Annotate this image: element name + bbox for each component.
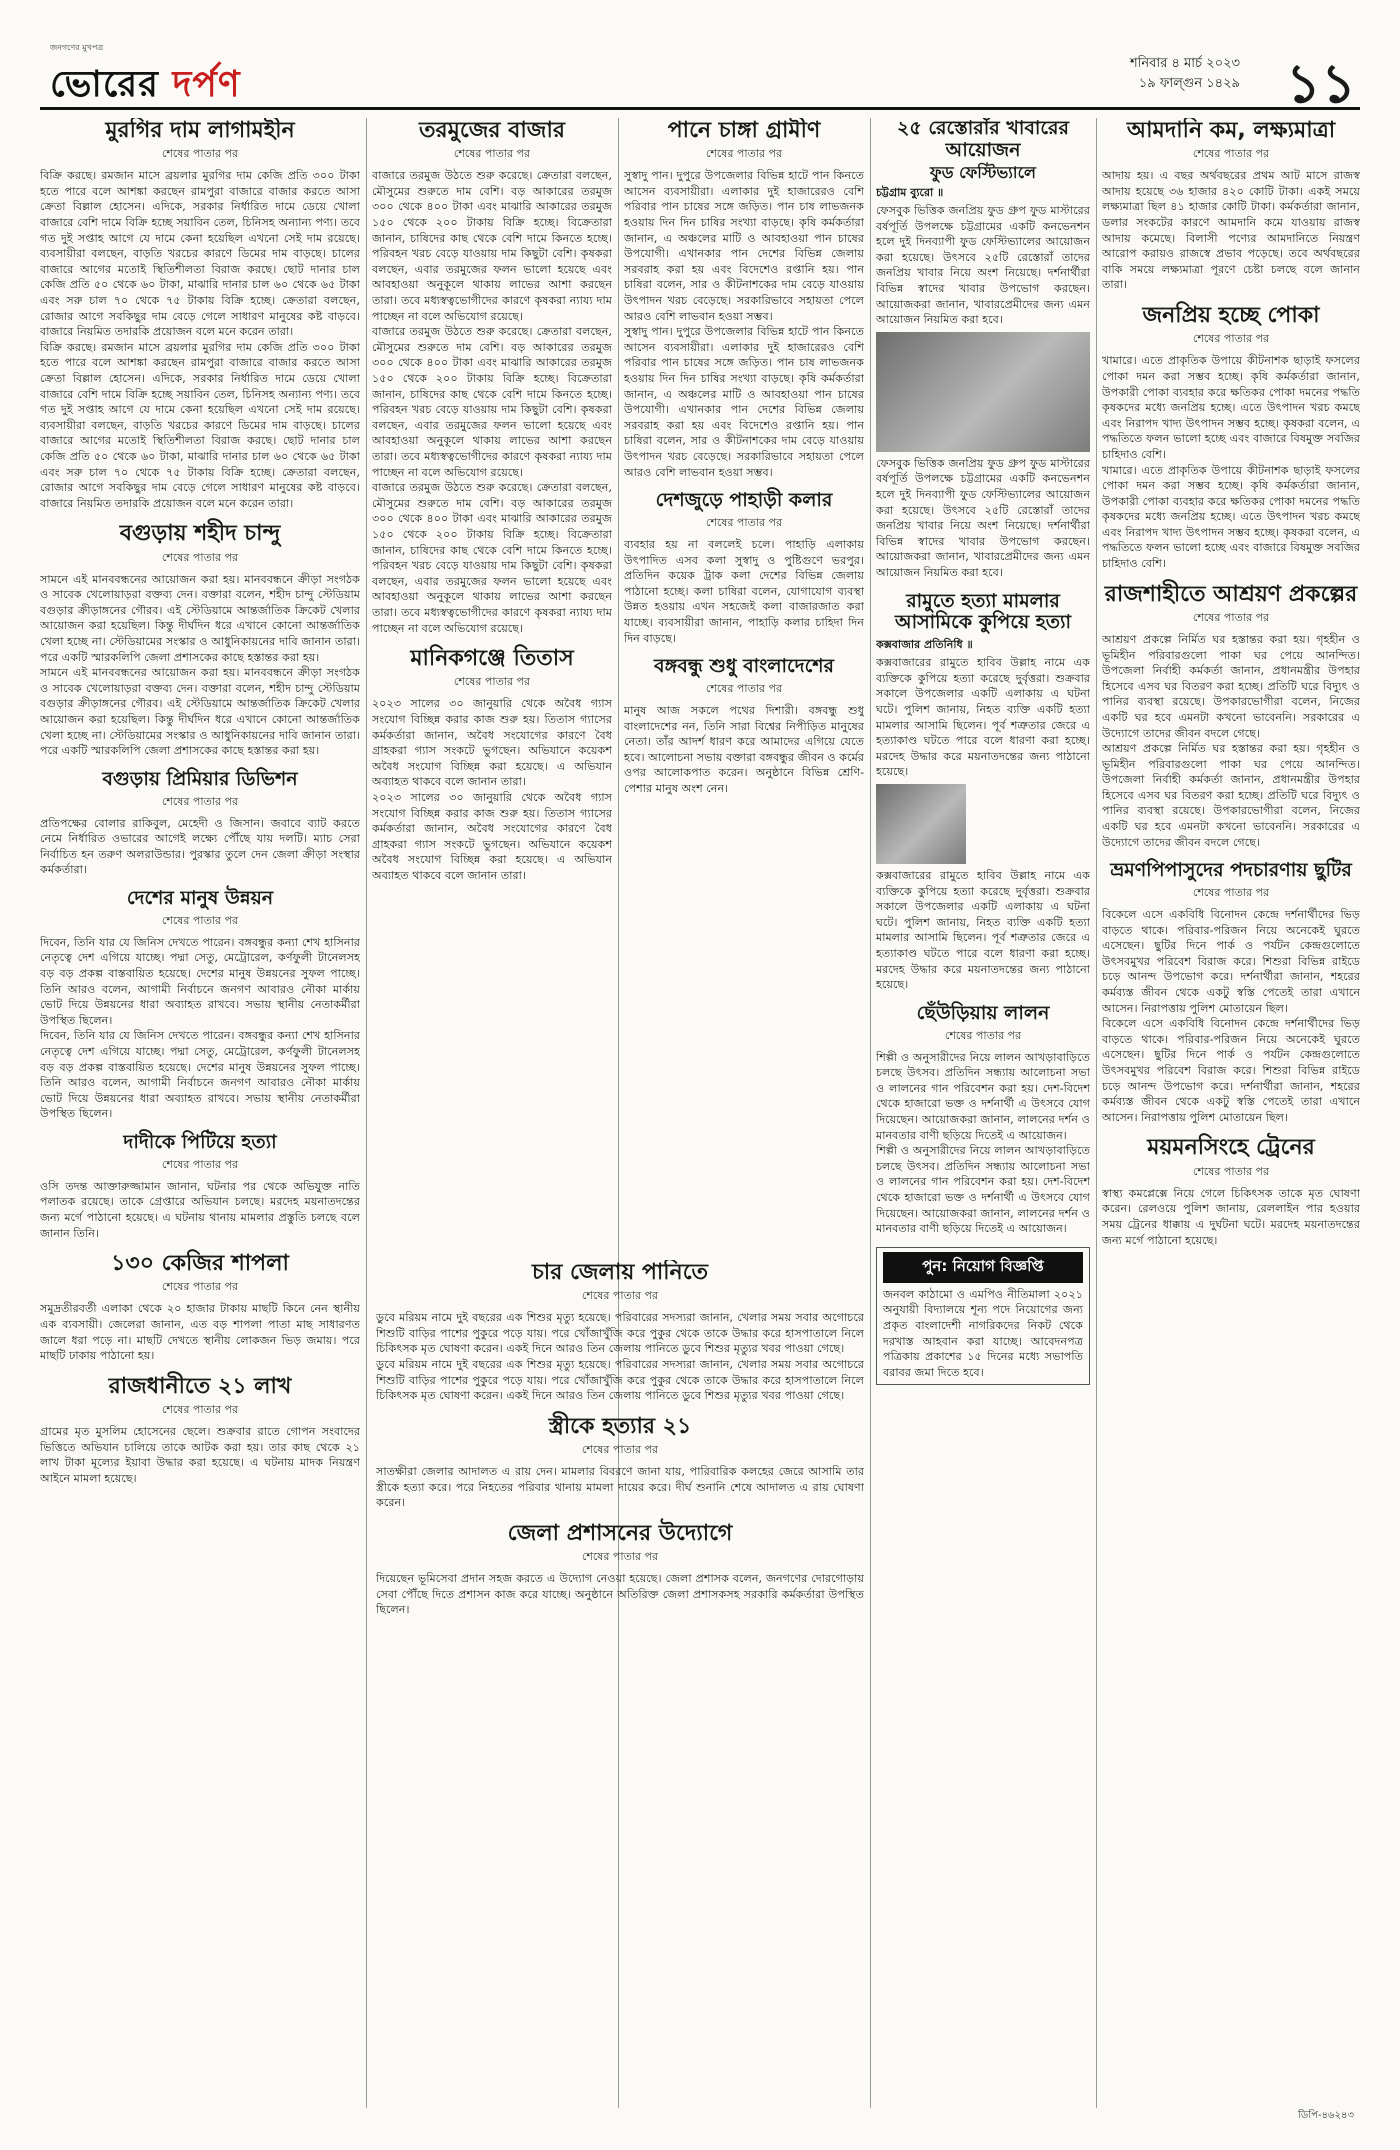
story-premier <box>40 769 360 878</box>
story-body: সামনে এই মানববন্ধনের আয়োজন করা হয়। মানববন্ধনে ক্রীড়া সংগঠক ও সাবেক খেলোয়াড়রা বক্তব্য দেন। বক্তারা বলেন, শহীদ চান্দু স্টেডিয়াম বগুড়ার ক্রীড়াঙ্গনের গৌরব। এই স্টেডিয়ামে আন্তর্জাতিক ক্রিকেট খেলার আয়োজন করা হয়েছিল। কিন্তু দীর্ঘদিন ধরে এখানে কোনো আন্তর্জাতিক খেলা হচ্ছে না। স্টেডিয়ামের সংস্কার ও আধুনিকায়নের দাবি জানান তারা। পরে একটি স্মারকলিপি জেলা প্রশাসকের কাছে হস্তান্তর করা হয়। <box>40 666 360 758</box>
story-body: ২০২৩ সালের ৩০ জানুয়ারি থেকে অবৈধ গ্যাস সংযোগ বিচ্ছিন্ন করার কাজ শুরু হয়। তিতাস গ্যাসের কর্মকর্তারা জানান, অবৈধ সংযোগের কারণে বৈধ গ্রাহকরা গ্যাস সংকটে ভুগছেন। অভিযানে কয়েকশ অবৈধ সংযোগ বিচ্ছিন্ন করা হয়েছে। এ অভিযান অব্যাহত থাকবে বলে জানান তারা। <box>372 697 612 789</box>
continued-label: শেষের পাতার পর <box>161 1280 239 1294</box>
story-pan <box>624 118 864 480</box>
date-gregorian: শনিবার ৪ মার্চ ২০২৩ <box>1130 56 1240 71</box>
continued-label: শেষের পাতার পর <box>161 1157 239 1171</box>
story-body: সাতক্ষীরা জেলার আদালত এ রায় দেন। মামলার বিবরণে জানা যায়, পারিবারিক কলহের জেরে আসামি তার স্ত্রীকে হত্যা করে। পরে নিহতের পরিবার থানায় মামলা দায়ের করে। দীর্ঘ শুনানি শেষে আদালত এ রায় ঘোষণা করেন। <box>376 1465 864 1510</box>
continued-label: শেষের পাতার পর <box>1192 886 1270 900</box>
story-rajdhani <box>40 1374 360 1487</box>
story-manikganj <box>372 646 612 883</box>
story-body: সুস্বাদু পান। দুপুরে উপজেলার বিভিন্ন হাটে পান কিনতে আসেন ব্যবসায়ীরা। এলাকার দুই হাজারেরও বেশি পরিবার পান চাষের সঙ্গে জড়িত। পান চাষ লাভজনক হওয়ায় দিন দিন চাষির সংখ্যা বাড়ছে। কৃষি কর্মকর্তারা জানান, এ অঞ্চলের মাটি ও আবহাওয়া পান চাষের উপযোগী। এখানকার পান দেশের বিভিন্ন জেলায় সরবরাহ করা হয় এবং বিদেশেও রপ্তানি হয়। পান চাষিরা বলেন, সার ও কীটনাশকের দাম বেড়ে যাওয়ায় উৎপাদন খরচ বেড়েছে। সরকারিভাবে সহায়তা পেলে আরও বেশি লাভবান হওয়া সম্ভব। <box>624 325 864 479</box>
headline: ভ্রমণপিপাসুদের পদচারণায় ছুটির <box>1110 859 1352 882</box>
headline: মুরগির দাম লাগামহীন <box>105 118 295 143</box>
story-body: ব্যবহার হয় না বললেই চলে। পাহাড়ি এলাকায় উৎপাদিত এসব কলা সুস্বাদু ও পুষ্টিগুণে ভরপুর। প্রতিদিন কয়েক ট্রাক কলা দেশের বিভিন্ন জেলায় পাঠানো হচ্ছে। কলা চাষিরা বলেন, যোগাযোগ ব্যবস্থা উন্নত হওয়ায় এখন সহজেই কলা বাজারজাত করা যাচ্ছে। ব্যবসায়ীরা জানান, পাহাড়ি কলার চাহিদা দিন দিন বাড়ছে। <box>624 538 864 645</box>
date-bangla: ১৯ ফাল্গুন ১৪২৯ <box>1138 76 1240 91</box>
story-body: আদায় হয়। এ বছর অর্থবছরের প্রথম আট মাসে রাজস্ব আদায় হয়েছে ৩৬ হাজার ৪২০ কোটি টাকা। একই সময়ে লক্ষ্যমাত্রা ছিল ৪১ হাজার কোটি টাকা। কর্মকর্তারা জানান, ডলার সংকটের কারণে আমদানি কমে যাওয়ায় রাজস্ব আদায় কমেছে। বিলাসী পণ্যের আমদানিতে নিয়ন্ত্রণ আরোপ করায়ও রাজস্বে প্রভাব পড়েছে। তবে অর্থবছরের বাকি সময়ে লক্ষ্যমাত্রা পূরণে চেষ্টা চলছে বলে জানান তারা। <box>1102 169 1360 292</box>
headline: চার জেলায় পানিতে <box>531 1260 709 1285</box>
headline: মানিকগঞ্জে তিতাস <box>410 646 574 672</box>
story-bogura-chandu <box>40 521 360 758</box>
headline: রাজধানীতে ২১ লাখ <box>108 1373 292 1399</box>
subheadline: ফুড ফেস্টিভ্যালে <box>930 162 1036 182</box>
tagline: জনগণের মুখপত্র <box>50 43 104 52</box>
column-3 <box>624 118 864 1248</box>
dateline <box>1130 54 1240 94</box>
headline: স্ত্রীকে হত্যার ২১ <box>548 1413 692 1439</box>
continued-label: শেষের পাতার পর <box>161 550 239 564</box>
byline: কক্সবাজার প্রতিনিধি ॥ <box>876 638 973 652</box>
name-part1: ভোরের <box>50 64 159 105</box>
story-porjotok <box>1102 860 1360 1125</box>
story-body: দিয়েছেন ভূমিসেবা প্রদান সহজ করতে এ উদ্যোগ নেওয়া হয়েছে। জেলা প্রশাসক বলেন, জনগণের দোরগোড়ায় সেবা পৌঁছে দিতে প্রশাসন কাজ করে যাচ্ছে। অনুষ্ঠানে অতিরিক্ত জেলা প্রশাসকসহ সরকারি কর্মকর্তারা উপস্থিত ছিলেন। <box>376 1572 864 1617</box>
headline: বগুড়ায় প্রিমিয়ার ডিভিশন <box>102 767 298 790</box>
masthead <box>40 40 1360 115</box>
headline: বগুড়ায় শহীদ চান্দু <box>119 521 281 547</box>
story-body: স্বাস্থ্য কমপ্লেক্সে নিয়ে গেলে চিকিৎসক তাকে মৃত ঘোষণা করেন। রেলওয়ে পুলিশ জানায়, রেললাইন পার হওয়ার সময় ট্রেনের ধাক্কায় এ দুর্ঘটনা ঘটে। মরদেহ ময়নাতদন্তের জন্য মর্গে পাঠানো হয়েছে। <box>1102 1186 1360 1247</box>
continued-label: শেষের পাতার পর <box>161 147 239 161</box>
story-body: আশ্রয়ণ প্রকল্পে নির্মিত ঘর হস্তান্তর করা হয়। গৃহহীন ও ভূমিহীন পরিবারগুলো পাকা ঘর পেয়ে আনন্দিত। উপজেলা নির্বাহী কর্মকর্তা জানান, প্রধানমন্ত্রীর উপহার হিসেবে এসব ঘর বিতরণ করা হচ্ছে। প্রতিটি ঘরে বিদ্যুৎ ও পানির ব্যবস্থা রয়েছে। উপকারভোগীরা বলেন, নিজের একটি ঘর হবে এমনটা কখনো ভাবেননি। সরকারের এ উদ্যোগে তাদের জীবন বদলে গেছে। <box>1102 632 1360 740</box>
headline: জনপ্রিয় হচ্ছে পোকা <box>1142 303 1320 329</box>
story-body: ফেসবুক ভিত্তিক জনপ্রিয় ফুড গ্রুপ ফুড মাস্টারের বর্ষপূর্তি উপলক্ষে চট্টগ্রামের একটি কনভেনশন হলে দুই দিনব্যাপী ফুড ফেস্টিভ্যালের আয়োজন করা হয়েছে। উৎসবে ২৫টি রেস্তোরাঁ তাদের জনপ্রিয় খাবার নিয়ে অংশ নিয়েছে। দর্শনার্থীরা বিভিন্ন স্বাদের খাবার উপভোগ করছেন। আয়োজকরা জানান, খাবারপ্রেমীদের জন্য এমন আয়োজন নিয়মিত করা হবে। <box>876 456 1090 579</box>
story-dadike <box>40 1132 360 1241</box>
notice-title: পুন: নিয়োগ বিজ্ঞপ্তি <box>883 1252 1083 1283</box>
story-body: মানুষ আজ সকলে পথের দিশারী। বঙ্গবন্ধু শুধু বাংলাদেশের নন, তিনি সারা বিশ্বের নিপীড়িত মানুষের নেতা। তাঁর আদর্শ ধারণ করে আমাদের এগিয়ে যেতে হবে। আলোচনা সভায় বক্তারা বঙ্গবন্ধুর জীবন ও কর্মের ওপর আলোকপাত করেন। অনুষ্ঠানে বিভিন্ন শ্রেণি-পেশার মানুষ অংশ নেন। <box>624 704 864 795</box>
story-body: শিল্পী ও অনুসারীদের নিয়ে লালন আখড়াবাড়িতে চলছে উৎসব। প্রতিদিন সন্ধ্যায় আলোচনা সভা ও লালনের গান পরিবেশন করা হয়। দেশ-বিদেশ থেকে হাজারো ভক্ত ও দর্শনার্থী এ উৎসবে যোগ দিয়েছেন। আয়োজকরা জানান, লালনের দর্শন ও মানবতার বাণী ছড়িয়ে দিতেই এ আয়োজন। <box>876 1144 1090 1236</box>
story-desher-manush <box>40 888 360 1122</box>
story-body: সামনে এই মানববন্ধনের আয়োজন করা হয়। মানববন্ধনে ক্রীড়া সংগঠক ও সাবেক খেলোয়াড়রা বক্তব্য দেন। বক্তারা বলেন, শহীদ চান্দু স্টেডিয়াম বগুড়ার ক্রীড়াঙ্গনের গৌরব। এই স্টেডিয়ামে আন্তর্জাতিক ক্রিকেট খেলার আয়োজন করা হয়েছিল। কিন্তু দীর্ঘদিন ধরে এখানে কোনো আন্তর্জাতিক খেলা হচ্ছে না। স্টেডিয়ামের সংস্কার ও আধুনিকায়নের দাবি জানান তারা। পরে একটি স্মারকলিপি জেলা প্রশাসকের কাছে হস্তান্তর করা হয়। <box>40 572 360 664</box>
story-body: আশ্রয়ণ প্রকল্পে নির্মিত ঘর হস্তান্তর করা হয়। গৃহহীন ও ভূমিহীন পরিবারগুলো পাকা ঘর পেয়ে আনন্দিত। উপজেলা নির্বাহী কর্মকর্তা জানান, প্রধানমন্ত্রীর উপহার হিসেবে এসব ঘর বিতরণ করা হচ্ছে। প্রতিটি ঘরে বিদ্যুৎ ও পানির ব্যবস্থা রয়েছে। উপকারভোগীরা বলেন, নিজের একটি ঘর হবে এমনটা কখনো ভাবেননি। সরকারের এ উদ্যোগে তাদের জীবন বদলে গেছে। <box>1102 742 1360 849</box>
continued-label: শেষের পাতার পর <box>453 675 531 689</box>
story-shapla <box>40 1251 360 1364</box>
continued-label: শেষের পাতার পর <box>705 147 783 161</box>
continued-label: শেষের পাতার পর <box>161 794 239 808</box>
continued-label: শেষের পাতার পর <box>581 1289 659 1303</box>
headline: আমদানি কম, লক্ষ্যমাত্রা <box>1126 118 1336 143</box>
story-body: বাজারে তরমুজ উঠতে শুরু করেছে। ক্রেতারা বলছেন, মৌসুমের শুরুতে দাম বেশি। বড় আকারের তরমুজ ৩০০ থেকে ৪০০ টাকা এবং মাঝারি আকারের তরমুজ ১৫০ থেকে ২০০ টাকায় বিক্রি হচ্ছে। বিক্রেতারা জানান, চাষিদের কাছ থেকে বেশি দামে কিনতে হচ্ছে। পরিবহন খরচ বেড়ে যাওয়ায় দাম কিছুটা বেশি। কৃষকরা বলছেন, এবার তরমুজের ফলন ভালো হয়েছে এবং আবহাওয়া অনুকূলে থাকায় লাভের আশা করছেন তারা। তবে মধ্যস্বত্বভোগীদের কারণে কৃষকরা ন্যায্য দাম পাচ্ছেন না বলে অভিযোগ রয়েছে। <box>372 169 612 323</box>
headline: ১৩০ কেজির শাপলা <box>111 1251 289 1277</box>
headline: রামুতে হত্যা মামলার আসামিকে কুপিয়ে হত্যা <box>894 589 1072 634</box>
column-rule <box>1096 118 1097 2108</box>
story-body: সুস্বাদু পান। দুপুরে উপজেলার বিভিন্ন হাটে পান কিনতে আসেন ব্যবসায়ীরা। এলাকার দুই হাজারেরও বেশি পরিবার পান চাষের সঙ্গে জড়িত। পান চাষ লাভজনক হওয়ায় দিন দিন চাষির সংখ্যা বাড়ছে। কৃষি কর্মকর্তারা জানান, এ অঞ্চলের মাটি ও আবহাওয়া পান চাষের উপযোগী। এখানকার পান দেশের বিভিন্ন জেলায় সরবরাহ করা হয় এবং বিদেশেও রপ্তানি হয়। পান চাষিরা বলেন, সার ও কীটনাশকের দাম বেড়ে যাওয়ায় উৎপাদন খরচ বেড়েছে। সরকারিভাবে সহায়তা পেলে আরও বেশি লাভবান হওয়া সম্ভব। <box>624 169 864 323</box>
story-body: কক্সবাজারের রামুতে হাবিব উল্লাহ নামে এক ব্যক্তিকে কুপিয়ে হত্যা করেছে দুর্বৃত্তরা। শুক্রবার সকালে উপজেলার একটি এলাকায় এ ঘটনা ঘটে। পুলিশ জানায়, নিহত ব্যক্তি একটি হত্যা মামলার আসামি ছিলেন। পূর্ব শত্রুতার জেরে এ হত্যাকাণ্ড ঘটতে পারে বলে ধারণা করা হচ্ছে। মরদেহ উদ্ধার করে ময়নাতদন্তের জন্য পাঠানো হয়েছে। <box>876 656 1090 779</box>
headline: জেলা প্রশাসনের উদ্যোগে <box>507 1520 733 1546</box>
story-body: খামারে। এতে প্রাকৃতিক উপায়ে কীটনাশক ছাড়াই ফসলের পোকা দমন করা সম্ভব হচ্ছে। কৃষি কর্মকর্তারা জানান, উপকারী পোকা ব্যবহার করে ক্ষতিকর পোকা দমনের পদ্ধতি কৃষকদের মধ্যে জনপ্রিয় হচ্ছে। এতে উৎপাদন খরচ কমছে এবং নিরাপদ খাদ্য উৎপাদন সম্ভব হচ্ছে। কৃষকরা বলেন, এ পদ্ধতিতে ফলন ভালো হচ্ছে এবং বাজারে বিষমুক্ত সবজির চাহিদাও বেশি। <box>1102 354 1360 461</box>
story-jela-proshashon <box>376 1521 864 1618</box>
story-moymonsingh <box>1102 1135 1360 1248</box>
story-body: গ্রামের মৃত মুসলিম হোসেনের ছেলে। শুক্রবার রাতে গোপন সংবাদের ভিত্তিতে অভিযান চালিয়ে তাকে আটক করা হয়। তার কাছ থেকে ২১ লাখ টাকা মূল্যের ইয়াবা উদ্ধার করা হয়েছে। এ ঘটনায় মাদক নিয়ন্ত্রণ আইনে মামলা হয়েছে। <box>40 1425 360 1485</box>
headline: ময়মনসিংহে ট্রেনের <box>1147 1135 1315 1161</box>
column-2 <box>372 118 612 1398</box>
story-body: খামারে। এতে প্রাকৃতিক উপায়ে কীটনাশক ছাড়াই ফসলের পোকা দমন করা সম্ভব হচ্ছে। কৃষি কর্মকর্তারা জানান, উপকারী পোকা ব্যবহার করে ক্ষতিকর পোকা দমনের পদ্ধতি কৃষকদের মধ্যে জনপ্রিয় হচ্ছে। এতে উৎপাদন খরচ কমছে এবং নিরাপদ খাদ্য উৎপাদন সম্ভব হচ্ছে। কৃষকরা বলেন, এ পদ্ধতিতে ফলন ভালো হচ্ছে এবং বাজারে বিষমুক্ত সবজির চাহিদাও বেশি। <box>1102 463 1360 571</box>
story-body: ফেসবুক ভিত্তিক জনপ্রিয় ফুড গ্রুপ ফুড মাস্টারের বর্ষপূর্তি উপলক্ষে চট্টগ্রামের একটি কনভেনশন হলে দুই দিনব্যাপী ফুড ফেস্টিভ্যালের আয়োজন করা হয়েছে। উৎসবে ২৫টি রেস্তোরাঁ তাদের জনপ্রিয় খাবার নিয়ে অংশ নিয়েছে। দর্শনার্থীরা বিভিন্ন স্বাদের খাবার উপভোগ করছেন। আয়োজকরা জানান, খাবারপ্রেমীদের জন্য এমন আয়োজন নিয়মিত করা হবে। <box>876 204 1090 327</box>
column-rule <box>870 118 871 2108</box>
continued-label: শেষের পাতার পর <box>581 1550 659 1564</box>
story-bangabandhu <box>624 656 864 796</box>
byline: চট্টগ্রাম ব্যুরো ॥ <box>876 186 944 200</box>
story-pahari-kola <box>624 490 864 646</box>
continued-label: শেষের পাতার পর <box>581 1443 659 1457</box>
story-murgi <box>40 118 360 511</box>
story-body: দিবেন, তিনি যার যে জিনিস দেখতে পারেন। বঙ্গবন্ধুর কন্যা শেখ হাসিনার নেতৃত্বে দেশ এগিয়ে যাচ্ছে। পদ্মা সেতু, মেট্রোরেল, কর্ণফুলী টানেলসহ বড় বড় প্রকল্প বাস্তবায়িত হয়েছে। দেশের মানুষ উন্নয়নের সুফল পাচ্ছে। তিনি আরও বলেন, আগামী নির্বাচনে জনগণ আবারও নৌকা মার্কায় ভোট দিয়ে উন্নয়নের ধারা অব্যাহত রাখবে। সভায় স্থানীয় নেতাকর্মীরা উপস্থিত ছিলেন। <box>40 935 360 1027</box>
continued-label: শেষের পাতার পর <box>1192 147 1270 161</box>
continued-label: শেষের পাতার পর <box>944 1028 1022 1042</box>
column-1 <box>40 118 360 1497</box>
newspaper-logo <box>50 42 241 117</box>
story-body: বিকেলে এসে একবিধি বিনোদন কেন্দ্রে দর্শনার্থীদের ভিড় বাড়তে থাকে। পরিবার-পরিজন নিয়ে অনেকেই ঘুরতে এসেছেন। ছুটির দিনে পার্ক ও পর্যটন কেন্দ্রগুলোতে উৎসবমুখর পরিবেশ বিরাজ করে। শিশুরা বিভিন্ন রাইডে চড়ে আনন্দ উপভোগ করে। দর্শনার্থীরা জানান, শহরের কর্মব্যস্ত জীবন থেকে একটু স্বস্তি পেতেই তারা এখানে আসেন। নিরাপত্তায় পুলিশ মোতায়েন ছিল। <box>1102 1017 1360 1124</box>
page-number: ১১ <box>1285 52 1356 115</box>
story-body: বিক্রি করছে। রমজান মাসে ব্রয়লার মুরগির দাম কেজি প্রতি ৩০০ টাকা হতে পারে বলে আশঙ্কা করছেন রামপুরা বাজারে বাজার করতে আসা ক্রেতা বিল্লাল হোসেন। এদিকে, সরকার নির্ধারিত দামে ডেয়ে খোলা বাজারে বেশি দামে বিক্রি হচ্ছে সয়াবিন তেল, চিনিসহ অন্যান্য পণ্য। তবে গত দুই সপ্তাহ আগে যে দামে কেনা হয়েছিল এখনো সেই দাম রয়েছে। ব্যবসায়ীরা বলছেন, বাড়তি খরচের কারণে ডিমের দাম বাড়ছে। চালের বাজারে আগের মতোই স্থিতিশীলতা বিরাজ করছে। ছোট দানার চাল কেজি প্রতি ৫০ থেকে ৬০ টাকা, মাঝারি দানার চাল ৬০ থেকে ৬৫ টাকা এবং সরু চাল ৭০ থেকে ৭৫ টাকায় বিক্রি হচ্ছে। ক্রেতারা বলছেন, রোজার আগে সবকিছুর দাম বেড়ে গেলে সাধারণ মানুষের কষ্ট বাড়বে। বাজারে নিয়মিত তদারকি প্রয়োজন বলে মনে করেন তারা। <box>40 340 360 510</box>
continued-label: শেষের পাতার পর <box>161 913 239 927</box>
headline: রাজশাহীতে আশ্রয়ণ প্রকল্পের <box>1104 581 1358 607</box>
headline: দেশজুড়ে পাহাড়ী কলার <box>655 489 833 512</box>
story-body: দিবেন, তিনি যার যে জিনিস দেখতে পারেন। বঙ্গবন্ধুর কন্যা শেখ হাসিনার নেতৃত্বে দেশ এগিয়ে যাচ্ছে। পদ্মা সেতু, মেট্রোরেল, কর্ণফুলী টানেলসহ বড় বড় প্রকল্প বাস্তবায়িত হয়েছে। দেশের মানুষ উন্নয়নের সুফল পাচ্ছে। তিনি আরও বলেন, আগামী নির্বাচনে জনগণ আবারও নৌকা মার্কায় ভোট দিয়ে উন্নয়নের ধারা অব্যাহত রাখবে। সভায় স্থানীয় নেতাকর্মীরা উপস্থিত ছিলেন। <box>40 1029 360 1121</box>
column-5 <box>1102 118 1360 1258</box>
victim-photo <box>876 784 966 864</box>
name-part2: দর্পণ <box>172 64 241 105</box>
story-body: ডুবে মরিয়ম নামে দুই বছরের এক শিশুর মৃত্যু হয়েছে। পরিবারের সদস্যরা জানান, খেলার সময় সবার অগোচরে শিশুটি বাড়ির পাশের পুকুরে পড়ে যায়। পরে খোঁজাখুঁজি করে পুকুর থেকে তাকে উদ্ধার করে হাসপাতালে নিলে চিকিৎসক মৃত ঘোষণা করেন। একই দিনে আরও তিন জেলায় পানিতে ডুবে শিশুর মৃত্যুর খবর পাওয়া গেছে। <box>376 1358 864 1403</box>
story-body: ওসি তদন্ত আক্তারুজ্জামান জানান, ঘটনার পর থেকে অভিযুক্ত নাতি পলাতক রয়েছে। তাকে গ্রেপ্তারে অভিযান চলছে। মরদেহ ময়নাতদন্তের জন্য মর্গে পাঠানো হয়েছে। এ ঘটনায় থানায় মামলার প্রস্তুতি চলছে বলে জানান তিনি। <box>40 1179 360 1240</box>
story-ashroyon <box>1102 582 1360 851</box>
headline: তরমুজের বাজার <box>419 118 565 143</box>
ad-code: ডিপি-৪৬২৪৩ <box>1298 2110 1354 2121</box>
story-amdani <box>1102 118 1360 293</box>
story-body: বাজারে তরমুজ উঠতে শুরু করেছে। ক্রেতারা বলছেন, মৌসুমের শুরুতে দাম বেশি। বড় আকারের তরমুজ ৩০০ থেকে ৪০০ টাকা এবং মাঝারি আকারের তরমুজ ১৫০ থেকে ২০০ টাকায় বিক্রি হচ্ছে। বিক্রেতারা জানান, চাষিদের কাছ থেকে বেশি দামে কিনতে হচ্ছে। পরিবহন খরচ বেড়ে যাওয়ায় দাম কিছুটা বেশি। কৃষকরা বলছেন, এবার তরমুজের ফলন ভালো হয়েছে এবং আবহাওয়া অনুকূলে থাকায় লাভের আশা করছেন তারা। তবে মধ্যস্বত্বভোগীদের কারণে কৃষকরা ন্যায্য দাম পাচ্ছেন না বলে অভিযোগ রয়েছে। <box>372 481 612 635</box>
story-poka <box>1102 303 1360 572</box>
story-body: বাজারে তরমুজ উঠতে শুরু করেছে। ক্রেতারা বলছেন, মৌসুমের শুরুতে দাম বেশি। বড় আকারের তরমুজ ৩০০ থেকে ৪০০ টাকা এবং মাঝারি আকারের তরমুজ ১৫০ থেকে ২০০ টাকায় বিক্রি হচ্ছে। বিক্রেতারা জানান, চাষিদের কাছ থেকে বেশি দামে কিনতে হচ্ছে। পরিবহন খরচ বেড়ে যাওয়ায় দাম কিছুটা বেশি। কৃষকরা বলছেন, এবার তরমুজের ফলন ভালো হয়েছে এবং আবহাওয়া অনুকূলে থাকায় লাভের আশা করছেন তারা। তবে মধ্যস্বত্বভোগীদের কারণে কৃষকরা ন্যায্য দাম পাচ্ছেন না বলে অভিযোগ রয়েছে। <box>372 325 612 479</box>
headline: দেশের মানুষ উন্নয়ন <box>126 887 274 909</box>
story-lalon <box>876 1003 1090 1237</box>
continued-label: শেষের পাতার পর <box>705 682 783 696</box>
recruitment-notice <box>876 1247 1090 1386</box>
story-body: ২০২৩ সালের ৩০ জানুয়ারি থেকে অবৈধ গ্যাস সংযোগ বিচ্ছিন্ন করার কাজ শুরু হয়। তিতাস গ্যাসের কর্মকর্তারা জানান, অবৈধ সংযোগের কারণে বৈধ গ্রাহকরা গ্যাস সংকটে ভুগছেন। অভিযানে কয়েকশ অবৈধ সংযোগ বিচ্ছিন্ন করা হয়েছে। এ অভিযান অব্যাহত থাকবে বলে জানান তারা। <box>372 790 612 882</box>
headline: দাদীকে পিটিয়ে হত্যা <box>123 1130 277 1153</box>
food-festival-photo <box>876 332 1090 452</box>
story-body: সমুদ্রতীরবর্তী এলাকা থেকে ২০ হাজার টাকায় মাছটি কিনে নেন স্থানীয় এক ব্যবসায়ী। জেলেরা জানান, এত বড় শাপলা পাতা মাছ সাধারণত জালে ধরা পড়ে না। মাছটি দেখতে স্থানীয় লোকজন ভিড় জমায়। পরে মাছটি ঢাকায় পাঠানো হয়। <box>40 1302 360 1363</box>
story-restaurant <box>876 118 1090 581</box>
story-body: ডুবে মরিয়ম নামে দুই বছরের এক শিশুর মৃত্যু হয়েছে। পরিবারের সদস্যরা জানান, খেলার সময় সবার অগোচরে শিশুটি বাড়ির পাশের পুকুরে পড়ে যায়। পরে খোঁজাখুঁজি করে পুকুর থেকে তাকে উদ্ধার করে হাসপাতালে নিলে চিকিৎসক মৃত ঘোষণা করেন। একই দিনে আরও তিন জেলায় পানিতে ডুবে শিশুর মৃত্যুর খবর পাওয়া গেছে। <box>376 1311 864 1356</box>
column-rule <box>366 118 367 2108</box>
story-body: বিকেলে এসে একবিধি বিনোদন কেন্দ্রে দর্শনার্থীদের ভিড় বাড়তে থাকে। পরিবার-পরিজন নিয়ে অনেকেই ঘুরতে এসেছেন। ছুটির দিনে পার্ক ও পর্যটন কেন্দ্রগুলোতে উৎসবমুখর পরিবেশ বিরাজ করে। শিশুরা বিভিন্ন রাইডে চড়ে আনন্দ উপভোগ করে। দর্শনার্থীরা জানান, শহরের কর্মব্যস্ত জীবন থেকে একটু স্বস্তি পেতেই তারা এখানে আসেন। নিরাপত্তায় পুলিশ মোতায়েন ছিল। <box>1102 908 1360 1015</box>
story-ramu <box>876 591 1090 993</box>
headline: বঙ্গবন্ধু শুধু বাংলাদেশের <box>654 655 834 678</box>
story-body: বিক্রি করছে। রমজান মাসে ব্রয়লার মুরগির দাম কেজি প্রতি ৩০০ টাকা হতে পারে বলে আশঙ্কা করছেন রামপুরা বাজারে বাজার করতে আসা ক্রেতা বিল্লাল হোসেন। এদিকে, সরকার নির্ধারিত দামে ডেয়ে খোলা বাজারে বেশি দামে বিক্রি হচ্ছে সয়াবিন তেল, চিনিসহ অন্যান্য পণ্য। তবে গত দুই সপ্তাহ আগে যে দামে কেনা হয়েছিল এখনো সেই দাম রয়েছে। ব্যবসায়ীরা বলছেন, বাড়তি খরচের কারণে ডিমের দাম বাড়ছে। চালের বাজারে আগের মতোই স্থিতিশীলতা বিরাজ করছে। ছোট দানার চাল কেজি প্রতি ৫০ থেকে ৬০ টাকা, মাঝারি দানার চাল ৬০ থেকে ৬৫ টাকা এবং সরু চাল ৭০ থেকে ৭৫ টাকায় বিক্রি হচ্ছে। ক্রেতারা বলছেন, রোজার আগে সবকিছুর দাম বেড়ে গেলে সাধারণ মানুষের কষ্ট বাড়বে। বাজারে নিয়মিত তদারকি প্রয়োজন বলে মনে করেন তারা। <box>40 169 360 339</box>
headline: ছেঁউড়িয়ায় লালন <box>916 1001 1050 1024</box>
story-stri <box>376 1414 864 1511</box>
continued-label: শেষের পাতার পর <box>1192 1164 1270 1178</box>
story-char-jela <box>376 1260 864 1404</box>
continued-label: শেষের পাতার পর <box>1192 610 1270 624</box>
headline: ২৫ রেস্তোরাঁর খাবারের আয়োজন <box>897 118 1069 161</box>
continued-label: শেষের পাতার পর <box>1192 332 1270 346</box>
notice-body: জনবল কাঠামো ও এমপিও নীতিমালা ২০২১ অনুযায়ী বিদ্যালয়ে শূন্য পদে নিয়োগের জন্য প্রকৃত বাংলাদেশী নাগরিকদের নিকট থেকে দরখাস্ত আহবান করা যাচ্ছে। আবেদনপত্র পত্রিকায় প্রকাশের ১৫ দিনের মধ্যে সভাপতি বরাবর জমা দিতে হবে। <box>883 1287 1083 1379</box>
story-body: প্রতিপক্ষের বোলার রাকিবুল, মেহেদী ও জিসান। জবাবে ব্যাট করতে নেমে নির্ধারিত ওভারের আগেই লক্ষ্যে পৌঁছে যায় দলটি। ম্যাচ সেরা নির্বাচিত হন তরুণ অলরাউন্ডার। পুরস্কার তুলে দেন জেলা ক্রীড়া সংস্থার কর্মকর্তারা। <box>40 816 360 877</box>
headline: পানে চাঙ্গা গ্রামীণ <box>667 118 821 143</box>
newspaper-name <box>50 57 241 117</box>
lower-center-stories <box>376 1260 864 2100</box>
story-body: কক্সবাজারের রামুতে হাবিব উল্লাহ নামে এক ব্যক্তিকে কুপিয়ে হত্যা করেছে দুর্বৃত্তরা। শুক্রবার সকালে উপজেলার একটি এলাকায় এ ঘটনা ঘটে। পুলিশ জানায়, নিহত ব্যক্তি একটি হত্যা মামলার আসামি ছিলেন। পূর্ব শত্রুতার জেরে এ হত্যাকাণ্ড ঘটতে পারে বলে ধারণা করা হচ্ছে। মরদেহ উদ্ধার করে ময়নাতদন্তের জন্য পাঠানো হয়েছে। <box>876 869 1090 992</box>
column-4 <box>876 118 1090 1395</box>
continued-label: শেষের পাতার পর <box>453 147 531 161</box>
continued-label: শেষের পাতার পর <box>705 516 783 530</box>
continued-label: শেষের পাতার পর <box>161 1403 239 1417</box>
story-tarmuj <box>372 118 612 636</box>
story-body: শিল্পী ও অনুসারীদের নিয়ে লালন আখড়াবাড়িতে চলছে উৎসব। প্রতিদিন সন্ধ্যায় আলোচনা সভা ও লালনের গান পরিবেশন করা হয়। দেশ-বিদেশ থেকে হাজারো ভক্ত ও দর্শনার্থী এ উৎসবে যোগ দিয়েছেন। আয়োজকরা জানান, লালনের দর্শন ও মানবতার বাণী ছড়িয়ে দিতেই এ আয়োজন। <box>876 1050 1090 1142</box>
